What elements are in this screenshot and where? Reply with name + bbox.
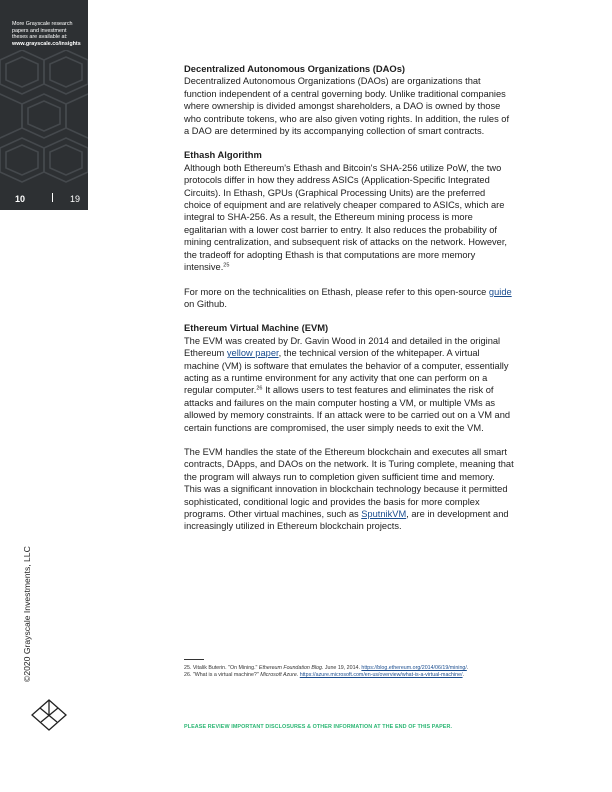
ethash-more-text: For more on the technicalities on Ethash, please refer to this open-source [184,286,489,297]
disclosure-notice: PLEASE REVIEW IMPORTANT DISCLOSURES & OTHER INFORMATION AT THE END OF THIS PAPER. [184,724,453,730]
section-heading-ethash: Ethash Algorithm [184,149,262,161]
research-note-line: theses are available at: [12,34,68,41]
footnote-text: . [462,671,465,678]
footnote-ref-26[interactable]: 26 [256,385,263,392]
footnote-text: . [466,665,469,671]
main-content [184,63,514,533]
ethash-more-paragraph [184,286,514,311]
footnote-divider [184,659,204,660]
evm-paragraph-2 [184,446,514,533]
footnote-26 [184,672,514,679]
sidebar-panel [0,0,88,210]
footnote-ref-25[interactable]: 25 [223,262,230,269]
total-pages-number: 19 [70,194,81,204]
guide-link[interactable]: guide [488,286,512,297]
daos-paragraph: Decentralized Autonomous Organizations (DAOs) are organizations that function independent of a central governing body. Unlike traditional companies where ownership is divided amongst shareholders, a DAO is owned by those who contribute tokens, who are also given voting rights. In addition, the rules of a DAO are determined by its accompanying collection of smart contracts. [184,76,510,137]
evm-text: The EVM was created by Dr. Gavin Wood in 2014 and detailed in the original Ethereum [184,335,501,359]
page-indicator [0,186,88,210]
ethash-paragraph [184,162,514,274]
research-note-line: papers and investment [12,27,67,34]
page-separator [52,193,53,202]
evm-text: It allows users to test features and eliminates the risk of attacks and failures on the main computer hosting a VM, or multiple VMs as allowed by memory constraints. If an attack were to be carried out on a VM and certain functions are compromised, the user simply needs to exit the VM. [184,385,511,433]
footnote-text: . [296,671,300,678]
ethash-more-text-end: on Github. [184,298,227,309]
footnote-25-link[interactable]: https://blog.ethereum.org/2014/06/19/mining/ [361,665,467,671]
footnotes [184,665,514,679]
footnote-text: 25. Vitalik Buterin. "On Mining." [184,665,259,671]
ethash-paragraph-text: Although both Ethereum's Ethash and Bitcoin's SHA-256 utilize PoW, the two protocols differ in how they address ASICs (Application-Specific Integrated Circuits). In Ethash, GPUs (Graphical Processing Units) are the preferred choice of equipment and are relatively cheaper compared to ASICs, which are integral to SHA-256. As a result, the Ethereum mining process is more egalitarian with a lower cost barrier to entry. It also reduces the probability of mining centralization, and subsequent risk of attacks on the network. However, the tradeoff for adopting Ethash is that computations are more memory intensive. [184,162,507,273]
copyright-notice: ©2020 Grayscale Investments, LLC [22,546,32,682]
evm-text: , are in development and increasingly utilized in Ethereum blockchain projects. [184,509,509,532]
sputnikvm-link[interactable]: SputnikVM [361,509,407,519]
hexagon-pattern [0,50,88,190]
grayscale-logo-icon [30,698,68,732]
evm-text: The EVM handles the state of the Ethereum blockchain and executes all smart contracts, DApps, and DAOs on the network. It is Turing complete, meaning that the program will always run to completion given sufficient time and memory. This was a significant innovation in blockchain technology because it permitted sophisticated, conditional logic and provides the basis for more complex programs. Other virtual machines, such as [184,446,514,519]
footnote-source: Ethereum Foundation Blog [258,665,322,671]
footnote-text: 26. "What is a virtual machine?" [184,671,261,678]
yellow-paper-link[interactable]: yellow paper [226,348,279,359]
footnote-source: Microsoft Azure [260,671,297,678]
footnote-25 [184,665,514,672]
insights-link[interactable]: www.grayscale.co/insights [12,40,81,47]
evm-paragraph-1 [184,335,514,434]
research-note-line: More Grayscale research [12,21,73,27]
current-page-number: 10 [15,194,26,204]
research-note [12,21,84,47]
footnote-text: . June 19, 2014. [321,665,362,671]
footnote-26-link[interactable]: https://azure.microsoft.com/en-us/overview/what-is-a-virtual-machine/ [299,671,463,678]
evm-text: , the technical version of the whitepaper. A virtual machine (VM) is software that emulates the behavior of a computer, essentially acting as a runtime environment for any activity that one can perform on a regular computer. [184,348,509,396]
section-heading-daos: Decentralized Autonomous Organizations (DAOs) [184,63,406,74]
section-heading-evm: Ethereum Virtual Machine (EVM) [184,322,329,334]
